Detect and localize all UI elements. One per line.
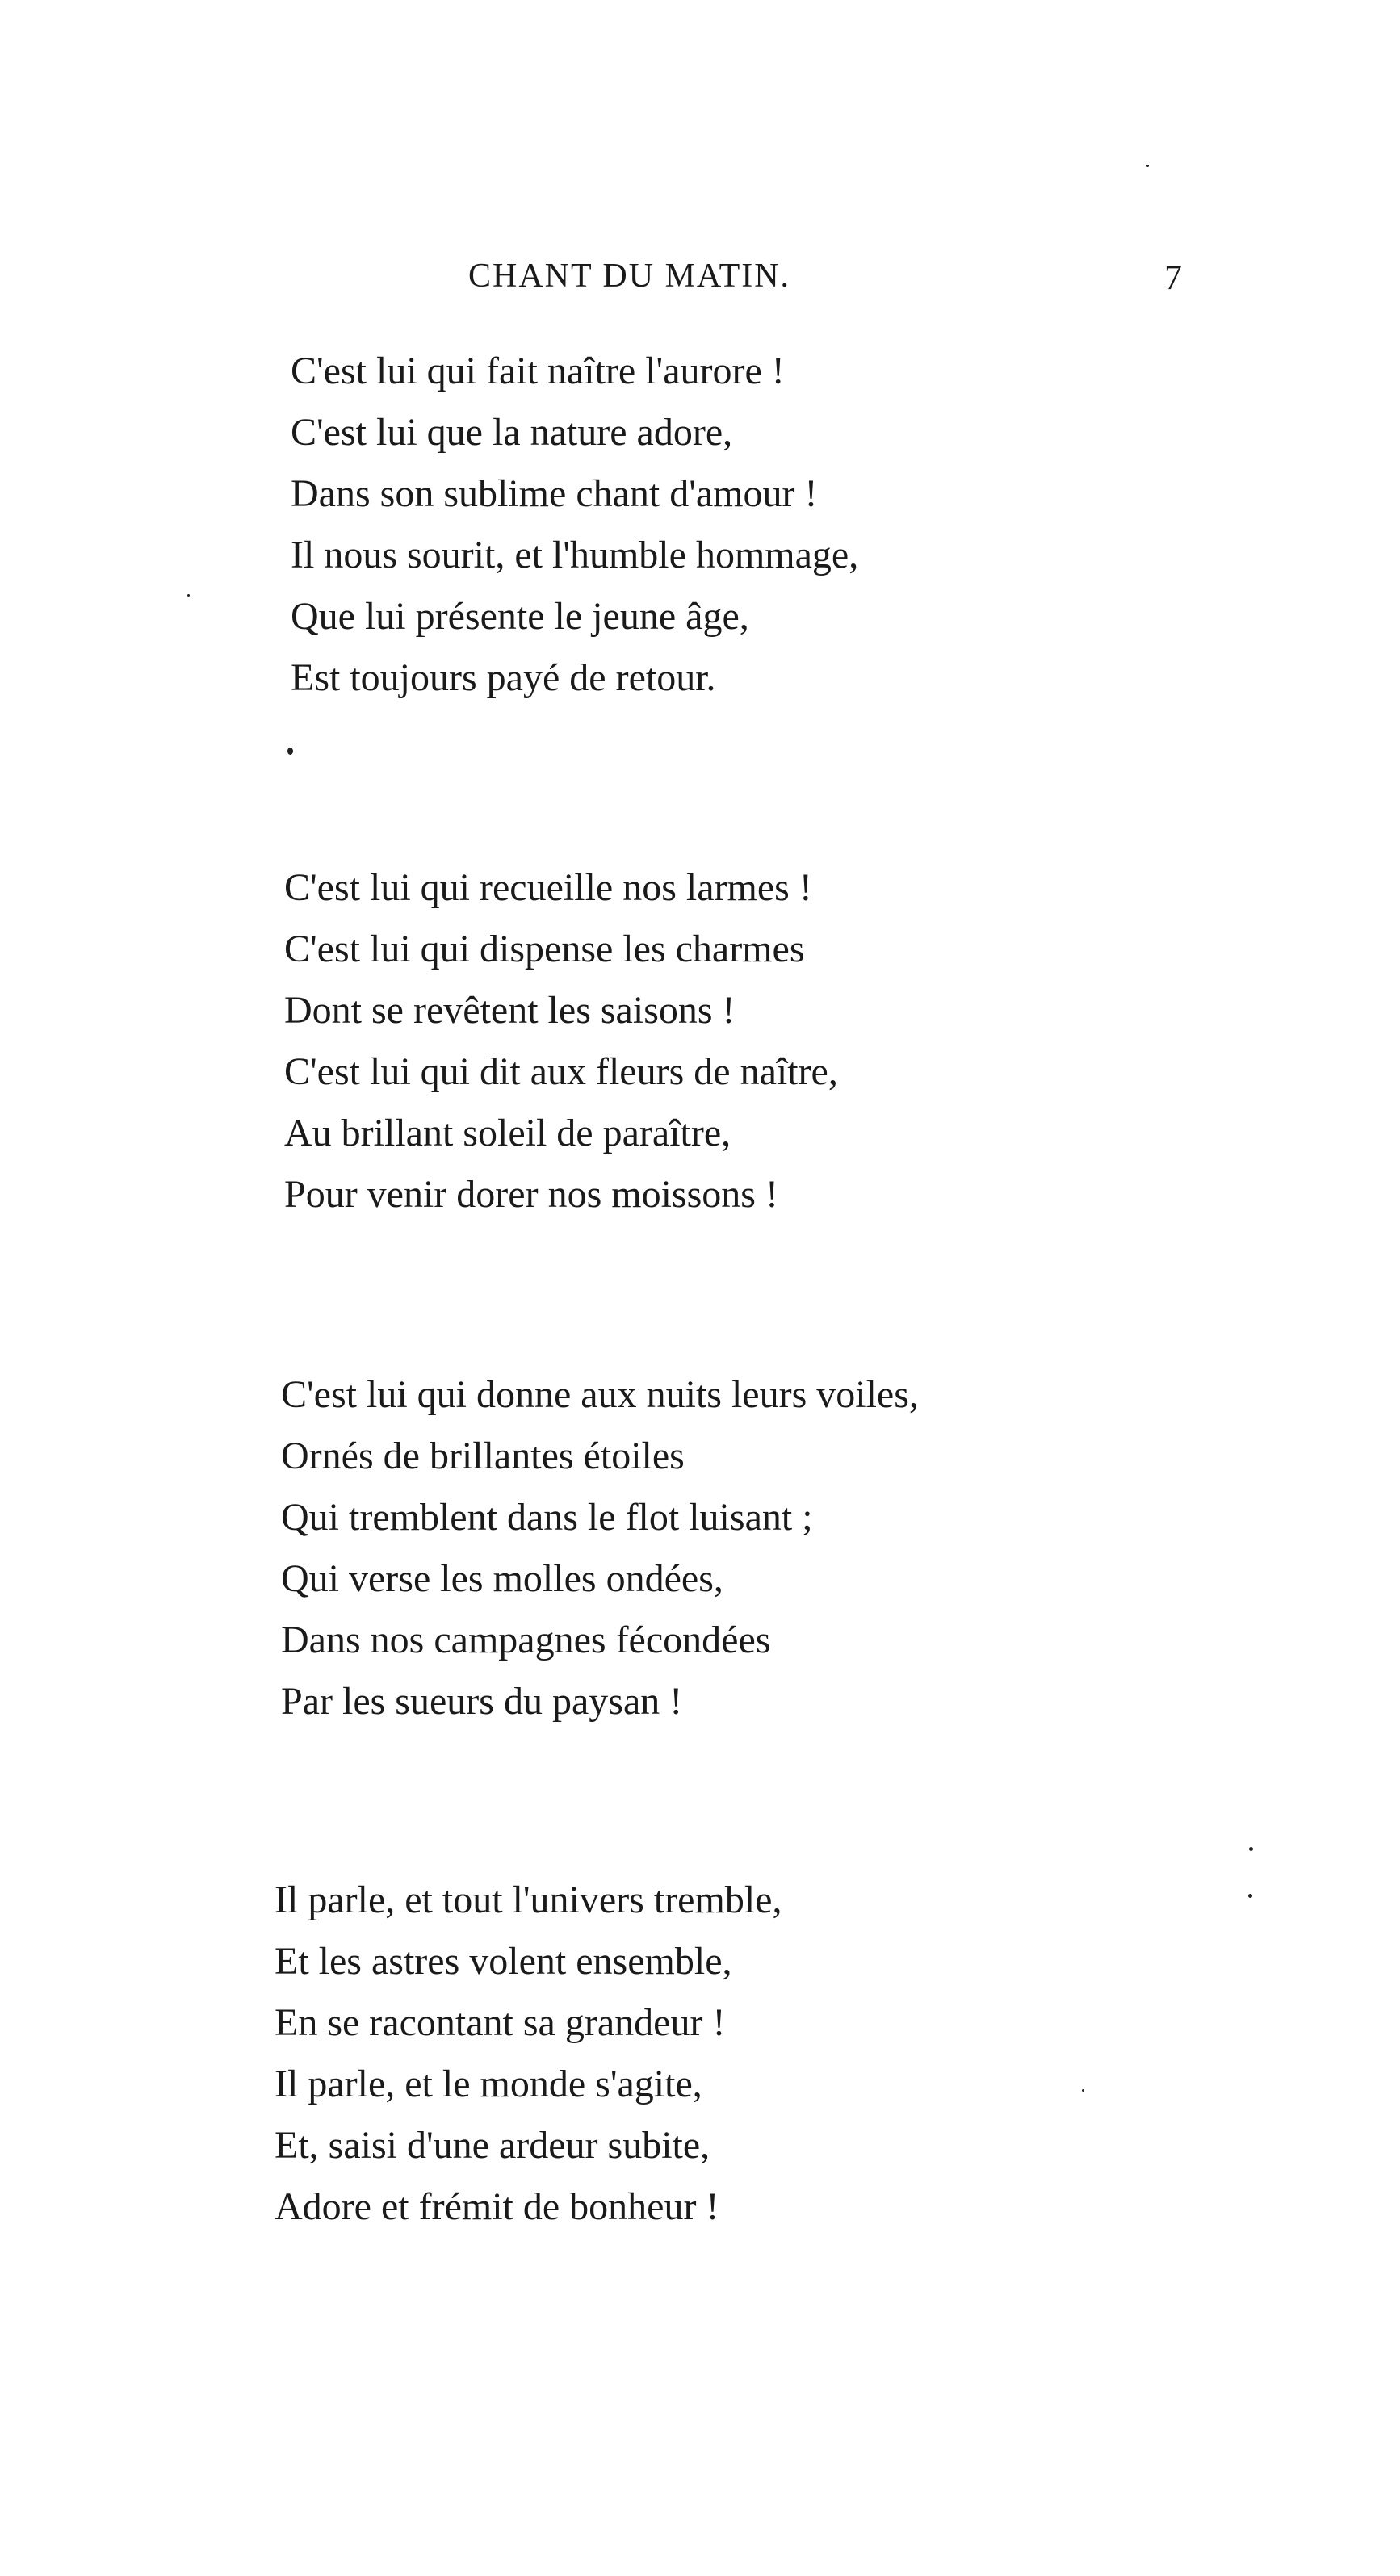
verse-line: Au brillant soleil de paraître,: [284, 1112, 731, 1154]
verse-line: En se racontant sa grandeur !: [275, 2001, 726, 2044]
scan-speck: [1146, 165, 1149, 167]
verse-line: C'est lui qui donne aux nuits leurs voiles,: [281, 1373, 919, 1416]
verse-line: Adore et frémit de bonheur !: [275, 2185, 719, 2228]
verse-line: Qui tremblent dans le flot luisant ;: [281, 1496, 813, 1539]
verse-line: Ornés de brillantes étoiles: [281, 1435, 685, 1477]
verse-line: C'est lui qui dit aux fleurs de naître,: [284, 1050, 838, 1093]
page-number: 7: [1164, 258, 1182, 297]
stanza-4: [275, 1870, 782, 2238]
verse-line: C'est lui qui recueille nos larmes !: [284, 866, 812, 909]
verse-line: Que lui présente le jeune âge,: [291, 595, 749, 638]
verse-line: Et les astres volent ensemble,: [275, 1940, 732, 1983]
scan-speck: [1249, 1847, 1253, 1851]
verse-line: C'est lui qui fait naître l'aurore !: [291, 350, 785, 392]
scan-speck: [187, 594, 190, 597]
verse-line: Est toujours payé de retour.: [291, 656, 716, 699]
verse-line: Il parle, et tout l'univers tremble,: [275, 1879, 782, 1921]
verse-line: Qui verse les molles ondées,: [281, 1557, 723, 1600]
verse-line: Dans son sublime chant d'amour !: [291, 472, 818, 515]
stanza-1: [291, 341, 858, 709]
verse-line: C'est lui qui dispense les charmes: [284, 928, 805, 970]
verse-line: Dont se revêtent les saisons !: [284, 989, 736, 1032]
verse-line: Il parle, et le monde s'agite,: [275, 2063, 702, 2105]
running-head: [0, 257, 1400, 305]
verse-line: Pour venir dorer nos moissons !: [284, 1173, 778, 1216]
verse-line: Il nous sourit, et l'humble hommage,: [291, 534, 859, 576]
verse-line: Dans nos campagnes fécondées: [281, 1619, 771, 1661]
scan-speck: [1248, 1894, 1252, 1898]
verse-line: C'est lui que la nature adore,: [291, 411, 733, 454]
stanza-3: [281, 1364, 919, 1732]
running-title: CHANT DU MATIN.: [468, 258, 791, 295]
stanza-2: [284, 857, 838, 1225]
verse-line: Et, saisi d'une ardeur subite,: [275, 2124, 710, 2167]
verse-line: Par les sueurs du paysan !: [281, 1680, 683, 1723]
scan-speck: [287, 748, 293, 755]
scan-speck: [1082, 2089, 1084, 2092]
